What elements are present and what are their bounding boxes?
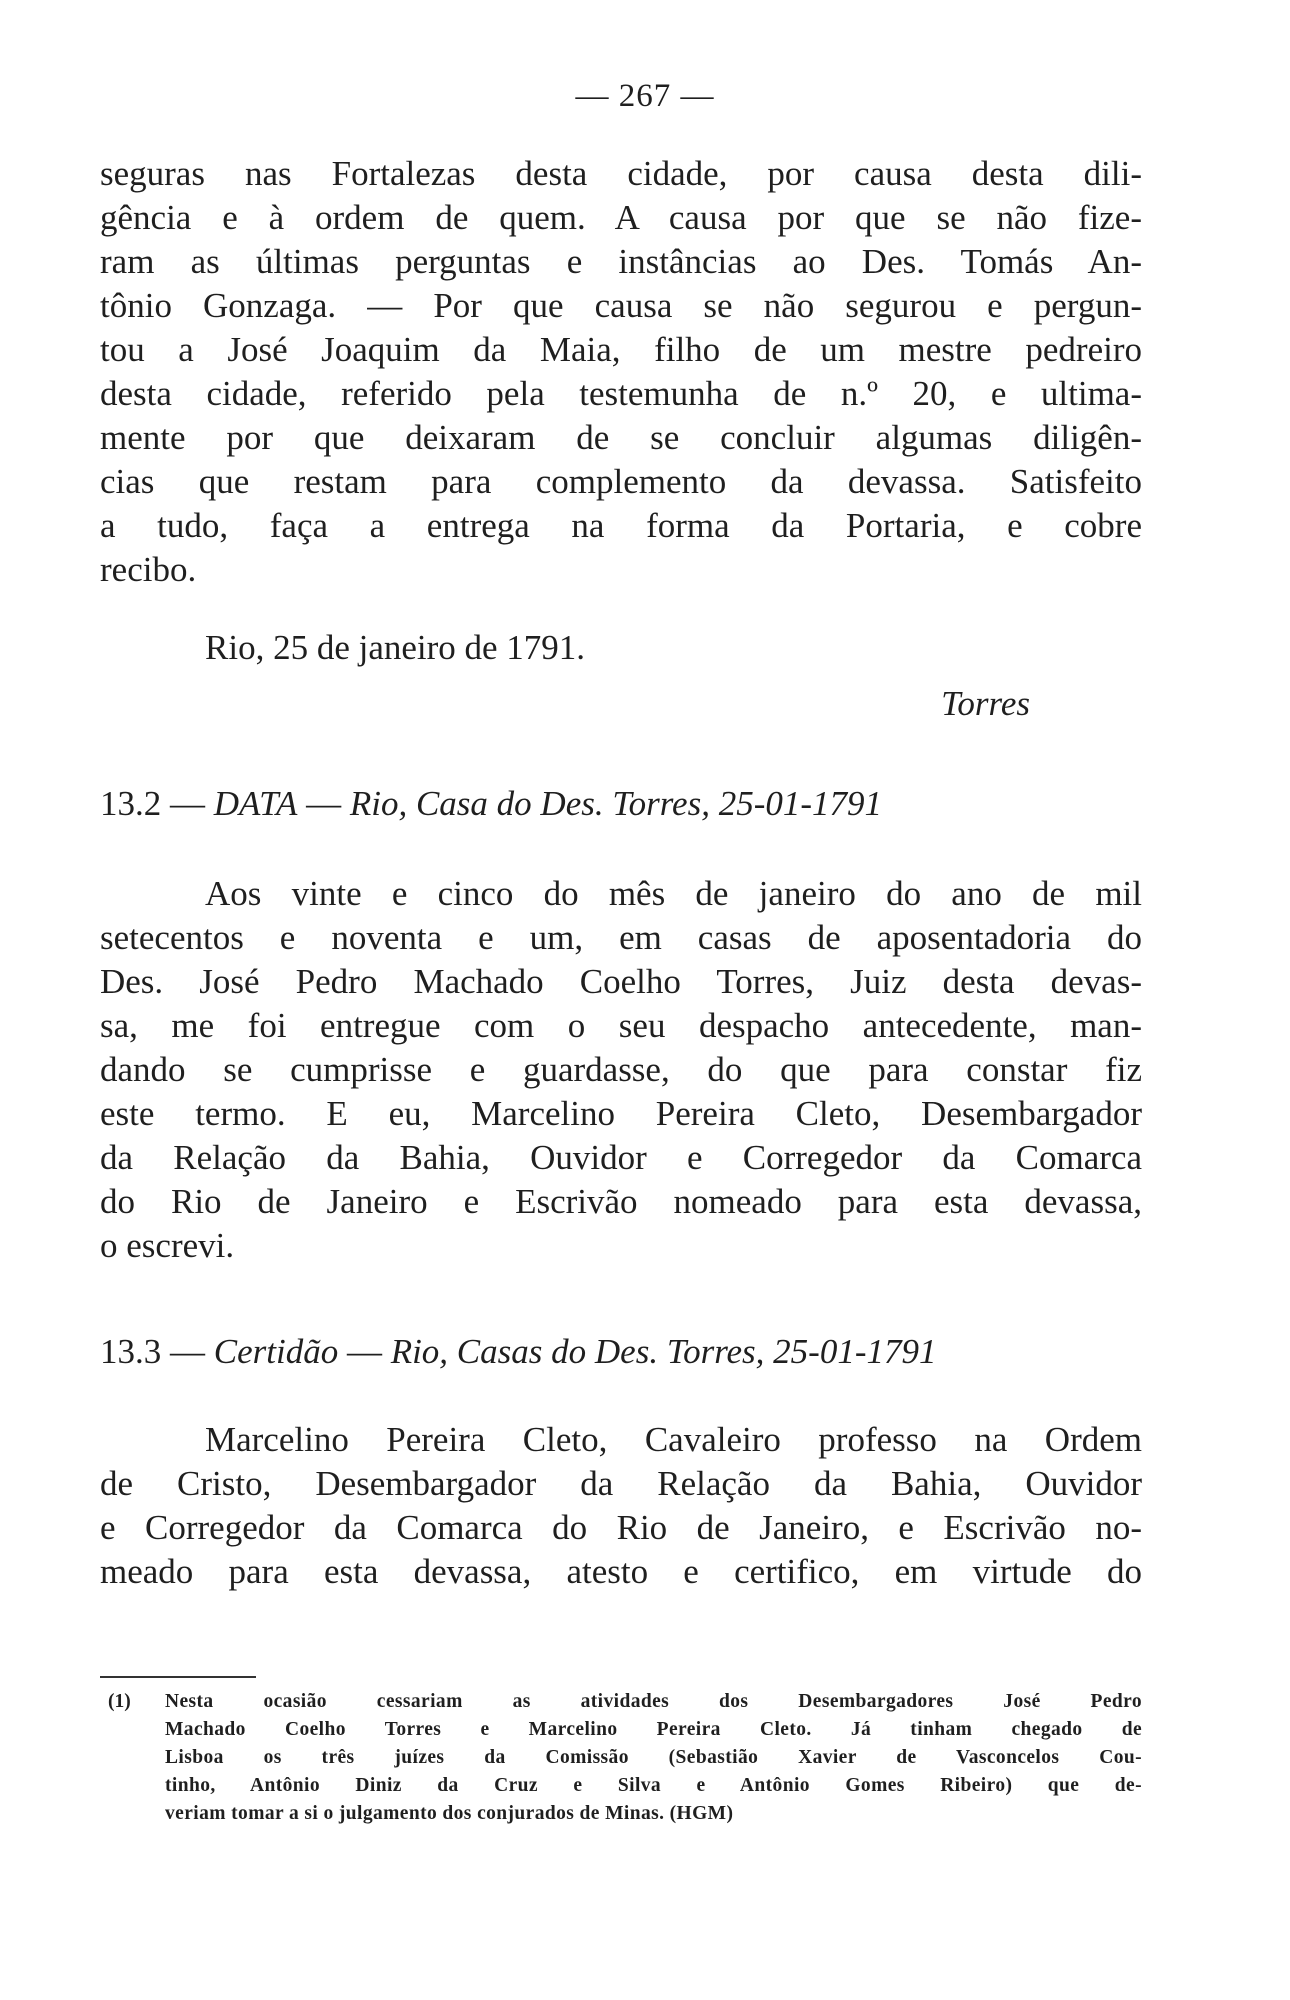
section-heading-13-2	[100, 782, 1142, 826]
text-line: setecentos e noventa e um, em casas de aposentadoria do	[100, 918, 1142, 957]
text-line: do Rio de Janeiro e Escrivão nomeado para esta devassa,	[100, 1182, 1142, 1221]
page-number: — 267 —	[575, 78, 715, 114]
text-line: ram as últimas perguntas e instâncias ao Des. Tomás An-	[100, 242, 1142, 281]
section-dash: —	[170, 1332, 205, 1371]
text-line: desta cidade, referido pela testemunha de n.º 20, e ultima-	[100, 374, 1142, 413]
footnote-line: Lisboa os três juízes da Comissão (Sebastião Xavier de Vasconcelos Cou-	[165, 1747, 1142, 1768]
text-line: cias que restam para complemento da devassa. Satisfeito	[100, 462, 1142, 501]
section-number: 13.3	[100, 1332, 162, 1371]
section-title: DATA	[213, 784, 298, 823]
section-heading-13-3	[100, 1330, 1142, 1374]
text-line: recibo.	[100, 550, 197, 589]
section-dash: —	[346, 1332, 382, 1371]
text-line: tônio Gonzaga. — Por que causa se não segurou e pergun-	[100, 286, 1142, 325]
section-place-date: Rio, Casas do Des. Torres, 25-01-1791	[390, 1332, 937, 1371]
section-title: Certidão	[213, 1332, 339, 1371]
footnote-line: veriam tomar a si o julgamento dos conjurados de Minas. (HGM)	[165, 1803, 734, 1824]
section-dash: —	[306, 784, 342, 823]
text-line: da Relação da Bahia, Ouvidor e Corregedor da Comarca	[100, 1138, 1142, 1177]
text-line: o escrevi.	[100, 1226, 235, 1265]
text-line: e Corregedor da Comarca do Rio de Janeiro, e Escrivão no-	[100, 1508, 1142, 1547]
footnote-rule	[100, 1676, 256, 1678]
section-place-date: Rio, Casa do Des. Torres, 25-01-1791	[349, 784, 883, 823]
footnote-marker: (1)	[108, 1691, 131, 1712]
text-line: mente por que deixaram de se concluir algumas diligên-	[100, 418, 1142, 457]
footnote-line: Nesta ocasião cessariam as atividades dos Desembargadores José Pedro	[165, 1691, 1142, 1712]
text-line: de Cristo, Desembargador da Relação da Bahia, Ouvidor	[100, 1464, 1142, 1503]
date-line: Rio, 25 de janeiro de 1791.	[205, 628, 586, 667]
text-line: dando se cumprisse e guardasse, do que para constar fiz	[100, 1050, 1142, 1089]
text-line: Des. José Pedro Machado Coelho Torres, Juiz desta devas-	[100, 962, 1142, 1001]
text-line: sa, me foi entregue com o seu despacho antecedente, man-	[100, 1006, 1142, 1045]
footnote-line: tinho, Antônio Diniz da Cruz e Silva e Antônio Gomes Ribeiro) que de-	[165, 1775, 1142, 1796]
text-line: Marcelino Pereira Cleto, Cavaleiro professo na Ordem	[205, 1420, 1142, 1459]
text-line: tou a José Joaquim da Maia, filho de um mestre pedreiro	[100, 330, 1142, 369]
footnote-line: Machado Coelho Torres e Marcelino Pereira Cleto. Já tinham chegado de	[165, 1719, 1142, 1740]
signature: Torres	[941, 684, 1030, 723]
text-line: seguras nas Fortalezas desta cidade, por causa desta dili-	[100, 154, 1142, 193]
section-dash: —	[170, 784, 205, 823]
text-line: gência e à ordem de quem. A causa por que se não fize-	[100, 198, 1142, 237]
text-line: meado para esta devassa, atesto e certifico, em virtude do	[100, 1552, 1142, 1591]
section-number: 13.2	[100, 784, 162, 823]
text-line: a tudo, faça a entrega na forma da Portaria, e cobre	[100, 506, 1142, 545]
text-line: este termo. E eu, Marcelino Pereira Cleto, Desembargador	[100, 1094, 1142, 1133]
text-line: Aos vinte e cinco do mês de janeiro do ano de mil	[205, 874, 1142, 913]
